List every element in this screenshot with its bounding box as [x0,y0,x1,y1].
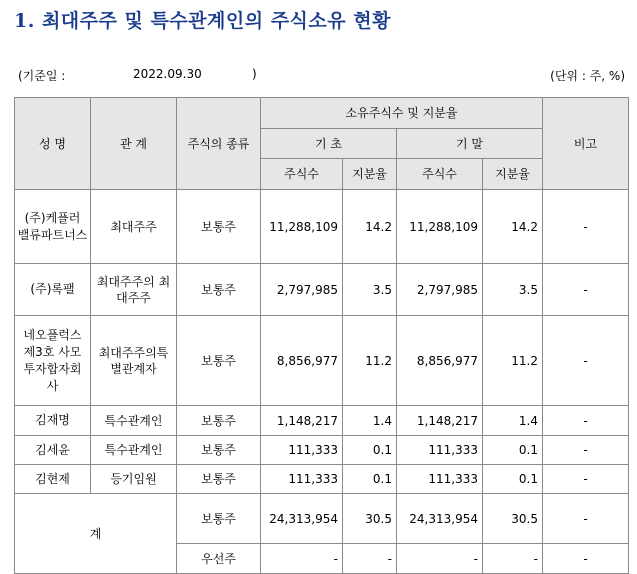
cell-begin-shares: 111,333 [261,436,343,465]
cell-begin-ratio: 0.1 [343,436,397,465]
cell-note: - [543,190,629,264]
cell-relation: 특수관계인 [91,406,177,436]
cell-relation: 최대주주 [91,190,177,264]
cell-begin-shares: 11,288,109 [261,190,343,264]
table-row [15,406,629,436]
cell-begin-shares: 2,797,985 [261,264,343,316]
cell-end-ratio: 0.1 [483,436,543,465]
header-note: 비고 [543,98,629,190]
table-row [15,190,629,264]
cell-note: - [543,316,629,406]
cell-begin-ratio: 14.2 [343,190,397,264]
cell-name: 김세윤 [15,436,91,465]
total-label: 계 [15,494,177,574]
cell-begin-shares: 111,333 [261,465,343,494]
cell-relation: 특수관계인 [91,436,177,465]
cell-begin-shares: 24,313,954 [261,494,343,544]
header-end-shares: 주식수 [397,159,483,190]
shareholding-table [14,97,629,574]
header-begin: 기 초 [261,129,397,159]
header-name: 성 명 [15,98,91,190]
cell-note: - [543,465,629,494]
cell-name: 네오플럭스 제3호 사모 투자합자회 사 [15,316,91,406]
cell-end-ratio: 0.1 [483,465,543,494]
cell-begin-ratio: 0.1 [343,465,397,494]
table-row [15,316,629,406]
cell-begin-shares: 8,856,977 [261,316,343,406]
table-row [15,436,629,465]
header-relation: 관 계 [91,98,177,190]
cell-relation: 최대주주의 최대주주 [91,264,177,316]
cell-begin-ratio: 1.4 [343,406,397,436]
reference-date-close: ) [252,67,257,81]
header-stock-type: 주식의 종류 [177,98,261,190]
cell-type: 보통주 [177,264,261,316]
cell-relation: 등기임원 [91,465,177,494]
cell-begin-ratio: 30.5 [343,494,397,544]
cell-end-ratio: 30.5 [483,494,543,544]
cell-begin-shares: - [261,544,343,574]
cell-type: 보통주 [177,436,261,465]
cell-end-shares: 111,333 [397,465,483,494]
cell-name: 김현제 [15,465,91,494]
cell-type: 보통주 [177,406,261,436]
cell-end-shares: 24,313,954 [397,494,483,544]
cell-begin-ratio: 3.5 [343,264,397,316]
cell-begin-ratio: 11.2 [343,316,397,406]
cell-end-ratio: 14.2 [483,190,543,264]
cell-name: 김재명 [15,406,91,436]
header-end: 기 말 [397,129,543,159]
cell-begin-ratio: - [343,544,397,574]
page-title: 1. 최대주주 및 특수관계인의 주식소유 현황 [14,10,391,32]
cell-type: 우선주 [177,544,261,574]
header-end-ratio: 지분율 [483,159,543,190]
cell-end-shares: 11,288,109 [397,190,483,264]
cell-end-shares: 8,856,977 [397,316,483,406]
cell-note: - [543,544,629,574]
header-begin-ratio: 지분율 [343,159,397,190]
table-row [15,264,629,316]
cell-note: - [543,264,629,316]
unit-label: (단위 : 주, %) [550,69,625,83]
cell-end-shares: 2,797,985 [397,264,483,316]
cell-type: 보통주 [177,465,261,494]
cell-end-ratio: - [483,544,543,574]
total-row-common [15,494,629,544]
reference-date-value: 2022.09.30 [133,67,202,81]
header-begin-shares: 주식수 [261,159,343,190]
cell-end-shares: - [397,544,483,574]
cell-type: 보통주 [177,316,261,406]
cell-name: (주)케플러 밸류파트너스 [15,190,91,264]
cell-end-shares: 1,148,217 [397,406,483,436]
cell-type: 보통주 [177,494,261,544]
cell-end-ratio: 3.5 [483,264,543,316]
table-row [15,465,629,494]
cell-end-ratio: 11.2 [483,316,543,406]
cell-end-ratio: 1.4 [483,406,543,436]
cell-note: - [543,494,629,544]
cell-note: - [543,406,629,436]
cell-note: - [543,436,629,465]
reference-date-label: (기준일 : [18,69,66,83]
cell-end-shares: 111,333 [397,436,483,465]
header-holdings: 소유주식수 및 지분율 [261,98,543,129]
cell-relation: 최대주주의특 별관계자 [91,316,177,406]
cell-name: (주)록팰 [15,264,91,316]
cell-type: 보통주 [177,190,261,264]
cell-begin-shares: 1,148,217 [261,406,343,436]
